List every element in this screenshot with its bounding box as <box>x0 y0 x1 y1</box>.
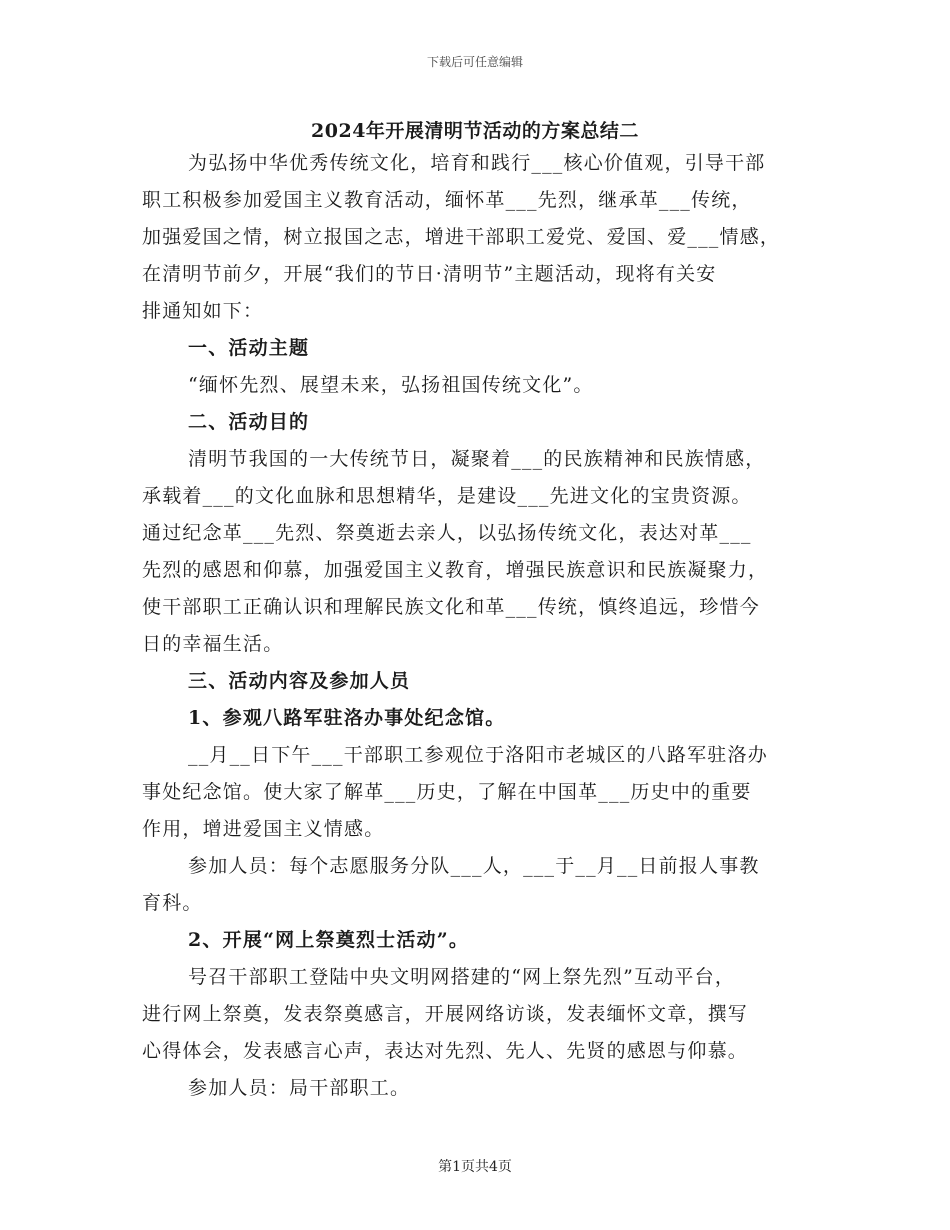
page-number: 第1页共4页 <box>438 1159 512 1175</box>
museum-line-2: 事处纪念馆。使大家了解革___历史，了解在中国革___历史中的重要 <box>142 781 752 803</box>
museum-participants-line-2: 育科。 <box>142 892 203 914</box>
purpose-line-4: 先烈的感恩和仰慕，加强爱国主义教育，增强民族意识和民族凝聚力， <box>142 559 769 581</box>
museum-line-1: __月__日下午___干部职工参观位于洛阳市老城区的八路军驻洛办 <box>188 744 768 766</box>
online-line-3: 心得体会，发表感言心声，表达对先烈、先人、先贤的感恩与仰慕。 <box>142 1040 749 1062</box>
purpose-line-6: 日的幸福生活。 <box>142 633 284 655</box>
section-heading-purpose: 二、活动目的 <box>188 411 310 433</box>
theme-text: “缅怀先烈、展望未来，弘扬祖国传统文化”。 <box>188 374 594 396</box>
document-title: 2024年开展清明节活动的方案总结二 <box>311 120 639 142</box>
intro-line-4: 在清明节前夕，开展“我们的节日·清明节”主题活动，现将有关安 <box>142 263 717 285</box>
subheading-museum-visit: 1、参观八路军驻洛办事处纪念馆。 <box>188 707 506 729</box>
intro-line-2: 职工积极参加爱国主义教育活动，缅怀革___先烈，继承革___传统， <box>142 189 752 211</box>
intro-line-1: 为弘扬中华优秀传统文化，培育和践行___核心价值观，引导干部 <box>188 152 766 174</box>
header-note: 下载后可任意编辑 <box>426 55 523 69</box>
section-heading-theme: 一、活动主题 <box>188 337 310 359</box>
online-line-1: 号召干部职工登陆中央文明网搭建的“网上祭先烈”互动平台， <box>188 966 736 988</box>
subheading-online-memorial: 2、开展“网上祭奠烈士活动”。 <box>188 929 470 951</box>
purpose-line-3: 通过纪念革___先烈、祭奠逝去亲人，以弘扬传统文化，表达对革___ <box>142 522 752 544</box>
purpose-line-2: 承载着___的文化血脉和思想精华，是建设___先进文化的宝贵资源。 <box>142 485 752 507</box>
section-heading-content: 三、活动内容及参加人员 <box>188 670 411 692</box>
purpose-line-1: 清明节我国的一大传统节日，凝聚着___的民族精神和民族情感， <box>188 448 766 470</box>
intro-line-3: 加强爱国之情，树立报国之志，增进干部职工爱党、爱国、爱___情感， <box>142 226 781 248</box>
intro-line-5: 排通知如下： <box>142 300 264 322</box>
museum-line-3: 作用，增进爱国主义情感。 <box>142 818 385 840</box>
online-participants: 参加人员：局干部职工。 <box>188 1077 411 1099</box>
online-line-2: 进行网上祭奠，发表祭奠感言，开展网络访谈，发表缅怀文章，撰写 <box>142 1003 749 1025</box>
museum-participants-line-1: 参加人员：每个志愿服务分队___人，___于__月__日前报人事教 <box>188 855 760 877</box>
purpose-line-5: 使干部职工正确认识和理解民族文化和革___传统，慎终追远，珍惜今 <box>142 596 760 618</box>
